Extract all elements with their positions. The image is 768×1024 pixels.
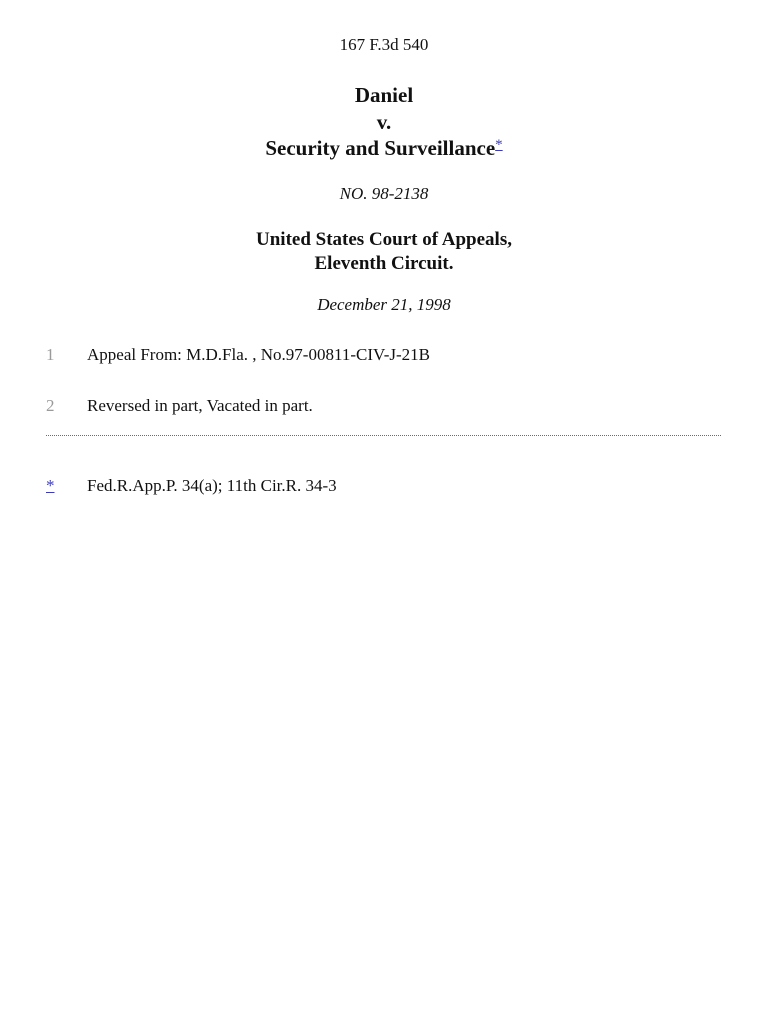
defendant-line (0, 135, 768, 162)
paragraph-text: Reversed in part, Vacated in part. (87, 396, 313, 415)
footnote-backlink[interactable]: * (46, 476, 55, 495)
court-name-line-1: United States Court of Appeals, (256, 229, 512, 250)
paragraph-number: 1 (46, 345, 55, 364)
plaintiff-name: Daniel (354, 83, 414, 107)
defendant-name: Security and Surveillance (265, 136, 496, 160)
paragraph-text: Appeal From: M.D.Fla. , No.97-00811-CIV-J-21B (87, 345, 430, 364)
docket-number: NO. 98-2138 (339, 184, 429, 203)
decision-date: December 21, 1998 (317, 295, 451, 314)
case-title (0, 82, 768, 162)
court-name (0, 228, 768, 276)
court-name-line-2: Eleventh Circuit. (314, 253, 454, 274)
versus-label: v. (376, 109, 392, 134)
footnote-divider (46, 435, 721, 436)
footnote-text: Fed.R.App.P. 34(a); 11th Cir.R. 34-3 (87, 476, 337, 495)
case-citation: 167 F.3d 540 (339, 35, 429, 54)
paragraph-number: 2 (46, 396, 55, 415)
footnote-reference-link[interactable]: * (495, 137, 503, 153)
